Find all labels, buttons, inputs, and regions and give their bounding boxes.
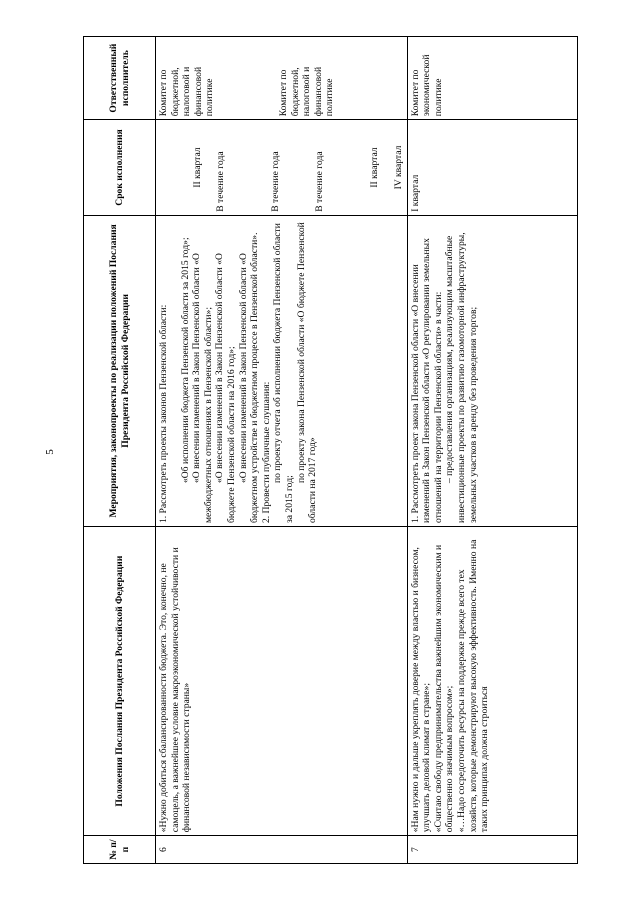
provision-text: «…Надо сосредоточить ресурсы на поддержке прежде всего тех хозяйств, которые демонстрируют высокую эффективность. Именно на таких принципах должна строиться [455, 539, 491, 833]
measure-subitem: «Об исполнении бюджета Пензенской области за 2015 год»; [179, 237, 191, 484]
measure-subitem: – предоставления организациям, реализующим масштабные инвестиционные проекты по развитию газомоторной инфраструктуры, земельных участков в аренду без проведения торгов; [444, 232, 479, 524]
executor-cell [407, 37, 577, 120]
executor-text: Комитет по бюджетной, налоговой и финансовой политике [158, 66, 216, 117]
measure-subitem: по проекту отчета об исполнении бюджета Пензенской области за 2015 год; [272, 223, 295, 524]
header-term: Срок исполнения [84, 120, 156, 216]
executor-cell [156, 37, 408, 120]
measures-cell [156, 215, 408, 526]
provision-cell [156, 527, 408, 836]
table-row-6 [156, 37, 408, 864]
header-provisions: Положения Послания Президента Российской Федерации [84, 527, 156, 836]
measure-subitem: по проекту закона Пензенской области «О бюджете Пензенской области на 2017 год» [295, 222, 319, 524]
table-row-7 [407, 37, 577, 864]
provision-text: «Нужно добиться сбалансированности бюджета. Это, конечно, не самоцель, а важнейшее условие макроэкономической устойчивости и финансовой независимости страны» [158, 547, 193, 833]
header-num: № п/п [84, 836, 156, 864]
executor-text: Комитет по экономической политике [409, 54, 444, 117]
provision-text: «Считаю свободу предпринимательства важнейшим экономическим и общественно значимым вопросом»; [432, 544, 456, 833]
term-value: В течение года [214, 151, 226, 212]
provision-text: «Нам нужно и дальше укреплять доверие между властью и бизнесом, улучшать деловой климат в стране»; [409, 547, 433, 833]
term-value: II квартал [192, 147, 203, 188]
rotated-table-container [83, 36, 578, 864]
measure-item: 1. Рассмотреть проекты законов Пензенской области: [158, 304, 169, 524]
header-measures: Мероприятия, законопроекты по реализации положений Послания Президента Российской Федерации [84, 215, 156, 526]
measure-item: 1. Рассмотреть проект закона Пензенской области «О внесении изменений в Закон Пензенской области «О регулировании земельных отношений на территории Пензенской области» в части: [409, 238, 444, 524]
measure-subitem: «О внесении изменений в Закон Пензенской области «О бюджете Пензенской области на 2016 год»; [214, 253, 237, 524]
provision-cell [407, 527, 577, 836]
term-cell [156, 120, 408, 216]
term-cell [407, 120, 577, 216]
term-value: IV квартал [392, 145, 404, 190]
measures-cell [407, 215, 577, 526]
executor-text: Комитет по бюджетной, налоговой и финансовой политике [277, 66, 336, 117]
header-row [84, 37, 156, 864]
page-number: 5 [44, 449, 56, 455]
plan-table [83, 36, 578, 864]
measure-subitem: «О внесении изменений в Закон Пензенской области «О бюджетном устройстве и бюджетном процессе в Пензенской области». [237, 232, 261, 524]
term-value: I квартал [409, 174, 421, 212]
term-value: II квартал [369, 147, 381, 188]
header-executor: Ответственный исполнитель [84, 37, 156, 120]
term-value: В течение года [313, 151, 325, 212]
row-number: 6 [156, 836, 408, 864]
term-value: В течение года [270, 151, 282, 212]
row-number: 7 [407, 836, 577, 864]
measure-subitem: «О внесении изменений в Закон Пензенской области «О межбюджетных отношениях в Пензенской области»; [191, 253, 214, 524]
measure-item: 2. Провести публичные слушания: [260, 381, 272, 524]
